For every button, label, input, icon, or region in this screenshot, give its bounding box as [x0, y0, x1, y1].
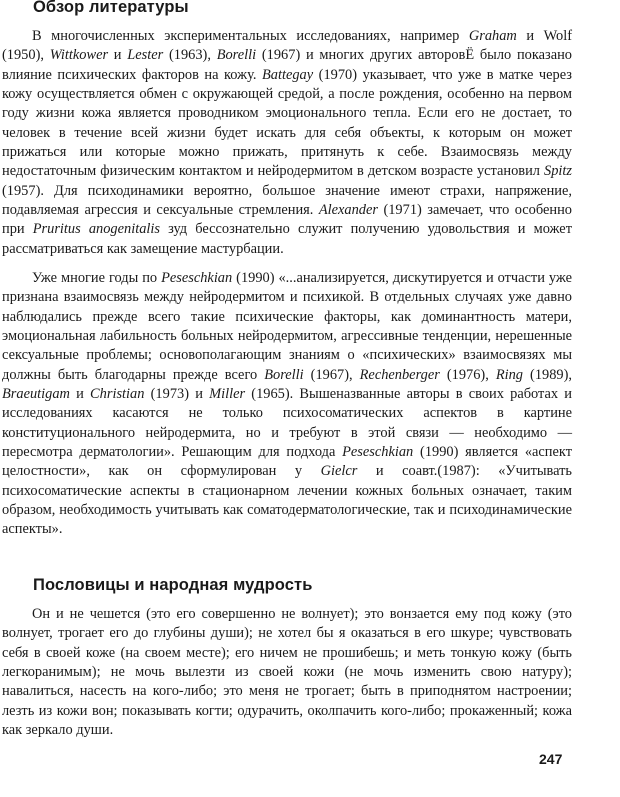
italic-author-name: Peseschkian	[161, 270, 233, 286]
italic-author-name: Pruritus anogenitalis	[32, 221, 160, 238]
italic-author-name: Spitz	[544, 163, 572, 180]
italic-author-name: Wittkower	[49, 47, 109, 64]
italic-author-name: Christian	[90, 386, 145, 403]
paragraph-literature-2: Уже многие годы по Peseschkian (1990) «...анализируется, дискутируется и отчасти уже признана взаимосвязь между нейродермитом и психикой. В отдельных случаях уже давно наблюдались прежде всего такие психические факторы, как доминантность матери, эмоциональная лабильность больных нейродермитом, агрессивные тенденции, нерешенные сексуальные проблемы; основополагающим знаниям о «психических» взаимосвязях мы должны быть благодарны прежде всего Borelli (1967), Rechenberger (1976), Ring (1989), Braeutigam и Christian (1973) и Miller (1965). Вышеназванные авторы в своих работах и исследованиях касаются не только психосоматических аспектов в картине конституционального нейродермита, но и требуют в этой связи — необходимо — пересмотра дерматологии». Решающим для подхода Peseschkian (1990) является «аспект целостности», как он сформулирован у Gielcr и соавт.(1987): «Учитывать психосоматические аспекты в стационарном лечении кожных больных означает, таким образом, необходимость учитывать как соматодерматологические, так и психодинамические аспекты».	[2, 270, 572, 538]
italic-author-name: Miller	[209, 386, 246, 403]
italic-author-name: Gielcr	[320, 463, 358, 480]
paragraph-literature-1: В многочисленных экспериментальных исследованиях, например Graham и Wolf (1950), Wittkower и Lester (1963), Borelli (1967) и многих других авторовЁ было показано влияние психических факторов на кожу. Battegay (1970) указывает, что уже в матке через кожу осуществляется обмен с окружающей средой, а после рождения, особенно на первом году жизни кожа является проводником эмоционального тепла. Если его не достает, то человек в течение всей жизни будет искать для себя объекты, к которым он может прижаться или которые можно прижать, притянуть к себе. Взаимосвязь между недостаточным физическим контактом и нейродермитом в детском возрасте установил Spitz (1957). Для психодинамики вероятно, большое значение имеют страхи, напряжение, подавляемая агрессия и сексуальные стремления. Alexander (1971) замечает, что особенно при Pruritus anogenitalis зуд бессознательно служит получению удовольствия и может рассматриваться как замещение мастурбации.	[2, 28, 572, 257]
paragraph-proverbs: Он и не чешется (это его совершенно не волнует); это вонзается ему под кожу (это волнует, трогает его до глубины души); не хотел бы я оказаться в его шкуре; чувствовать себя в своей коже (на своем месте); его ничем не прошибешь; и меть тонкую кожу (быть легкоранимым); не мочь вылезти из своей кожи (не мочь изменить свою натуру); навалиться, насесть на кого-либо; это меня не трогает; быть в приподнятом настроении; лезть из кожи вон; показывать когти; одурачить, околпачить кого-либо; прокаженный; кожа как зеркало души.	[2, 606, 572, 739]
italic-author-name: Braeutigam	[2, 386, 70, 403]
italic-author-name: Lester	[127, 47, 164, 64]
italic-author-name: Ring	[495, 366, 524, 383]
italic-author-name: Borelli	[216, 47, 257, 64]
italic-author-name: Alexander	[318, 202, 378, 219]
italic-author-name: Rechenberger	[359, 366, 440, 383]
italic-author-name: Graham	[468, 28, 517, 44]
italic-author-name: Battegay	[261, 66, 314, 83]
italic-author-name: Borelli	[264, 366, 304, 383]
italic-author-name: Peseschkian	[342, 444, 414, 461]
section-heading-literature-review: Обзор литературы	[33, 0, 189, 16]
section-heading-proverbs: Пословицы и народная мудрость	[33, 576, 313, 594]
page-number: 247	[539, 751, 563, 767]
